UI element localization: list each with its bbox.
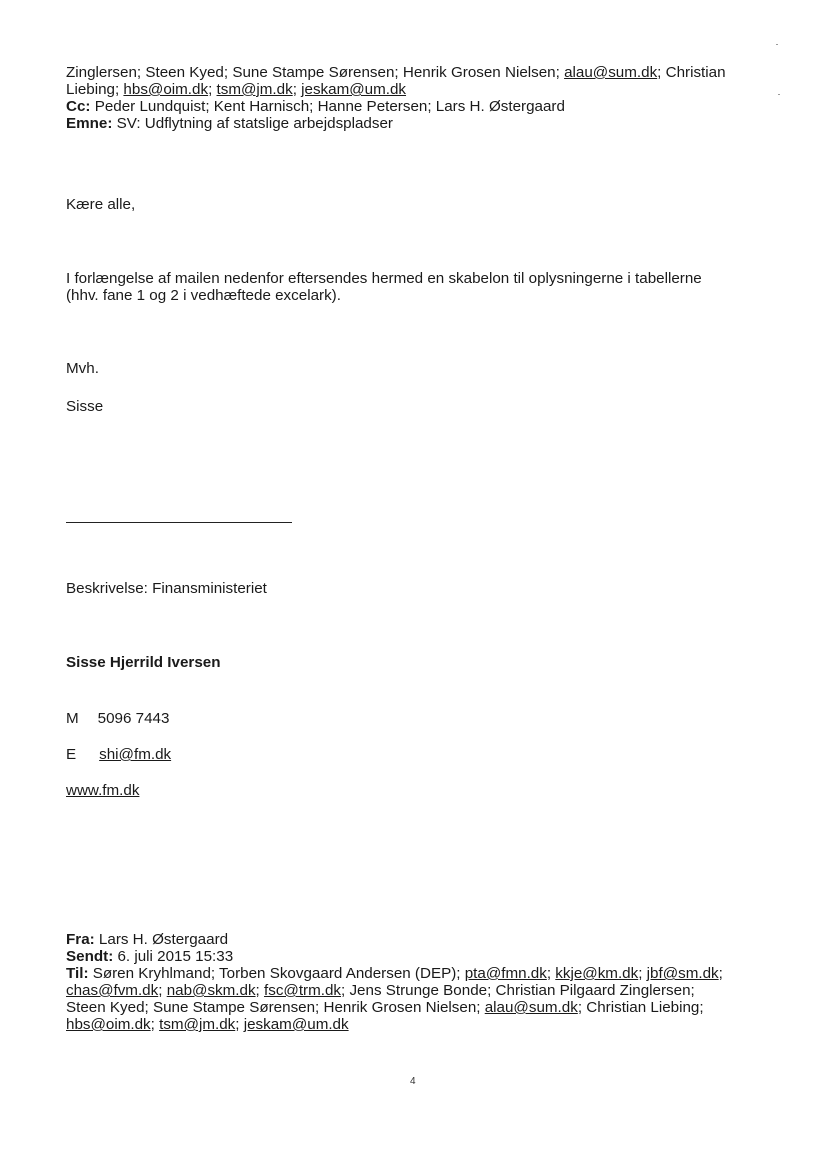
page-number: 4 <box>410 1076 416 1087</box>
to-text: Steen Kyed; Sune Stampe Sørensen; Henrik Grosen Nielsen; <box>66 999 485 1016</box>
to-line-4 <box>66 1016 776 1033</box>
signature-full-name-text: Sisse Hjerrild Iversen <box>66 654 221 671</box>
phone-number: 5096 7443 <box>97 710 170 727</box>
signature-description: Beskrivelse: Finansministeriet <box>66 580 267 597</box>
subject-value: SV: Udflytning af statslige arbejdspladser <box>112 115 393 132</box>
cc-value: Peder Lundquist; Kent Harnisch; Hanne Petersen; Lars H. Østergaard <box>90 98 565 115</box>
subject-line <box>66 115 776 132</box>
subject-label: Emne: <box>66 115 113 132</box>
recipients-text: Liebing; <box>66 81 124 98</box>
sent-line <box>66 948 776 965</box>
email-link[interactable]: pta@fmn.dk <box>464 965 547 982</box>
separator: ; <box>235 1016 244 1033</box>
header-recipients-line-2 <box>66 81 776 98</box>
body-paragraph-line-1: I forlængelse af mailen nedenfor eftersendes hermed en skabelon til oplysningerne i tabellerne <box>66 270 702 287</box>
header-recipients-line-1 <box>66 64 776 81</box>
email-link[interactable]: alau@sum.dk <box>564 64 658 81</box>
separator: ; <box>638 965 647 982</box>
email-header <box>66 64 776 132</box>
email-link[interactable]: tsm@jm.dk <box>216 81 293 98</box>
to-text: Søren Kryhlmand; Torben Skovgaard Andersen (DEP); <box>88 965 465 982</box>
sent-value: 6. juli 2015 15:33 <box>113 948 234 965</box>
email-link[interactable]: hbs@oim.dk <box>66 1016 151 1033</box>
phone-label: M <box>66 710 79 727</box>
sent-label: Sendt: <box>66 948 114 965</box>
to-text: ; Christian Liebing; <box>577 999 704 1016</box>
recipients-text: ; Christian <box>657 64 726 81</box>
signature-website <box>66 782 776 799</box>
cc-line <box>66 98 776 115</box>
signature-email <box>66 746 776 763</box>
email-link[interactable]: jbf@sm.dk <box>646 965 719 982</box>
scan-speck <box>776 44 778 45</box>
signature-email-link[interactable]: shi@fm.dk <box>99 746 172 763</box>
separator: ; <box>718 965 723 982</box>
email-label: E <box>66 746 77 763</box>
website-link[interactable]: www.fm.dk <box>66 782 140 799</box>
separator: ; <box>158 982 167 999</box>
to-text: ; Jens Strunge Bonde; Christian Pilgaard Zinglersen; <box>341 982 695 999</box>
signature-phone <box>66 710 776 727</box>
to-label: Til: <box>66 965 89 982</box>
email-link[interactable]: jeskam@um.dk <box>243 1016 349 1033</box>
closing: Mvh. <box>66 360 99 377</box>
separator: ; <box>292 81 302 98</box>
email-link[interactable]: kkje@km.dk <box>555 965 639 982</box>
recipients-text: Zinglersen; Steen Kyed; Sune Stampe Sørensen; Henrik Grosen Nielsen; <box>66 64 565 81</box>
greeting: Kære alle, <box>66 196 136 213</box>
cc-label: Cc: <box>66 98 91 115</box>
separator: ; <box>255 982 264 999</box>
to-line-2 <box>66 982 776 999</box>
to-line-3 <box>66 999 776 1016</box>
email-link[interactable]: hbs@oim.dk <box>123 81 209 98</box>
from-line <box>66 931 776 948</box>
email-link[interactable]: jeskam@um.dk <box>301 81 407 98</box>
separator: ; <box>546 965 556 982</box>
from-value: Lars H. Østergaard <box>94 931 229 948</box>
to-line-1 <box>66 965 776 982</box>
email-link[interactable]: chas@fvm.dk <box>66 982 159 999</box>
sender-name: Sisse <box>66 398 104 415</box>
signature-divider <box>66 522 292 523</box>
body-paragraph <box>66 270 776 304</box>
email-link[interactable]: nab@skm.dk <box>166 982 256 999</box>
signature-full-name <box>66 654 776 671</box>
email-link[interactable]: fsc@trm.dk <box>264 982 342 999</box>
from-label: Fra: <box>66 931 95 948</box>
separator: ; <box>150 1016 160 1033</box>
email-link[interactable]: tsm@jm.dk <box>159 1016 236 1033</box>
separator: ; <box>208 81 217 98</box>
email-link[interactable]: alau@sum.dk <box>484 999 578 1016</box>
quoted-email-header <box>66 931 776 1033</box>
body-paragraph-line-2: (hhv. fane 1 og 2 i vedhæftede excelark). <box>66 287 341 304</box>
scan-speck <box>778 94 780 95</box>
